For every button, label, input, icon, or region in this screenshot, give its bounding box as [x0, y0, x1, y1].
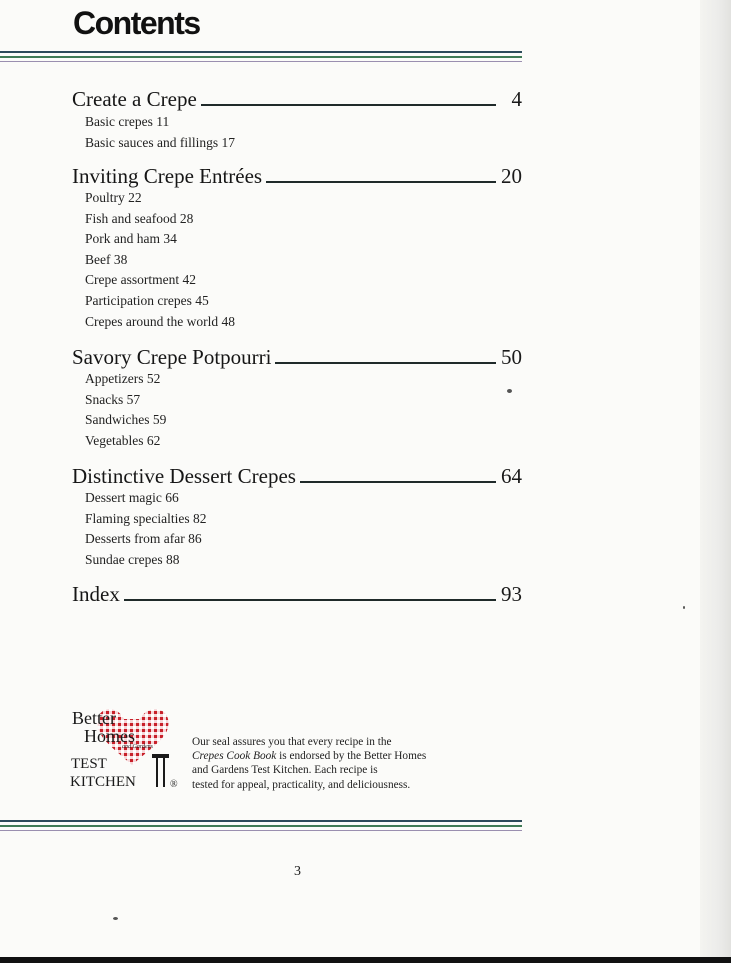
- list-item[interactable]: Dessert magic 66: [85, 490, 179, 505]
- section-heading[interactable]: [72, 341, 522, 369]
- list-item[interactable]: Beef 38: [85, 251, 128, 267]
- section-heading[interactable]: [72, 83, 522, 111]
- list-item[interactable]: Fish and seafood 28: [85, 210, 194, 226]
- registered-mark: ®: [170, 779, 178, 790]
- list-item[interactable]: Pork and ham 34: [85, 231, 177, 247]
- book-title: Crepes Cook Book: [192, 750, 277, 763]
- list-item[interactable]: Crepe assortment 42: [85, 272, 196, 288]
- list-item[interactable]: Basic sauces and fillings 17: [85, 134, 235, 150]
- list-item[interactable]: Sundae crepes 88: [85, 551, 180, 567]
- section-page: 64: [501, 464, 522, 488]
- seal-description: [192, 735, 492, 792]
- list-item[interactable]: Flaming specialties 82: [85, 510, 207, 526]
- list-item[interactable]: Appetizers 52: [85, 371, 161, 386]
- leader-line: [275, 362, 496, 364]
- section-heading[interactable]: [72, 160, 522, 188]
- list-item[interactable]: Poultry 22: [85, 190, 142, 205]
- list-item[interactable]: Crepes around the world 48: [85, 313, 235, 329]
- leader-line: [266, 181, 496, 183]
- seal-better: Better: [72, 708, 116, 728]
- list-item[interactable]: Basic crepes 11: [85, 114, 170, 129]
- seal-desc-line: tested for appeal, practicality, and deliciousness.: [192, 778, 411, 791]
- list-item[interactable]: Participation crepes 45: [85, 292, 209, 308]
- print-speck: [683, 606, 685, 609]
- list-item[interactable]: Snacks 57: [85, 391, 141, 407]
- page-number: 3: [294, 864, 301, 879]
- top-rule: [0, 51, 522, 65]
- bottom-rule: [0, 820, 522, 834]
- leader-line: [124, 599, 496, 601]
- print-speck: [507, 389, 512, 393]
- seal-desc-line: Our seal assures you that every recipe in the: [192, 736, 392, 748]
- seal-test: TEST: [71, 756, 107, 772]
- section-title: Create a Crepe: [72, 87, 197, 111]
- page-right-edge: [700, 0, 731, 963]
- list-item[interactable]: Desserts from afar 86: [85, 531, 202, 547]
- seal-homes: Homes: [84, 726, 135, 746]
- toc-section-4: [72, 460, 522, 570]
- section-title: Index: [72, 582, 120, 606]
- section-title: Savory Crepe Potpourri: [72, 345, 272, 369]
- section-heading[interactable]: [72, 460, 522, 488]
- test-kitchen-seal: [70, 705, 190, 795]
- print-speck: [113, 917, 118, 920]
- seal-kitchen: KITCHEN: [70, 774, 136, 790]
- seal-desc-line: Crepes Cook Book is endorsed by the Better Homes: [192, 750, 427, 763]
- toc-section-2: [72, 160, 522, 332]
- section-page: 93: [501, 582, 522, 606]
- leader-line: [300, 481, 496, 483]
- seal-desc-line: and Gardens Test Kitchen. Each recipe is: [192, 764, 378, 777]
- seal-and-gardens: and Gardens: [122, 744, 153, 750]
- page-bottom-edge: [0, 957, 731, 963]
- section-title: Distinctive Dessert Crepes: [72, 464, 296, 488]
- list-item[interactable]: Vegetables 62: [85, 432, 161, 448]
- toc-section-5: [72, 578, 522, 606]
- section-page: 4: [511, 87, 522, 111]
- leader-line: [201, 104, 496, 106]
- page-title: Contents: [73, 5, 200, 41]
- toc-section-1: [72, 83, 522, 153]
- toc-section-3: [72, 341, 522, 451]
- section-heading[interactable]: [72, 578, 522, 606]
- list-item[interactable]: Sandwiches 59: [85, 412, 167, 428]
- section-page: 50: [501, 345, 522, 369]
- section-title: Inviting Crepe Entrées: [72, 164, 263, 188]
- section-page: 20: [501, 164, 522, 188]
